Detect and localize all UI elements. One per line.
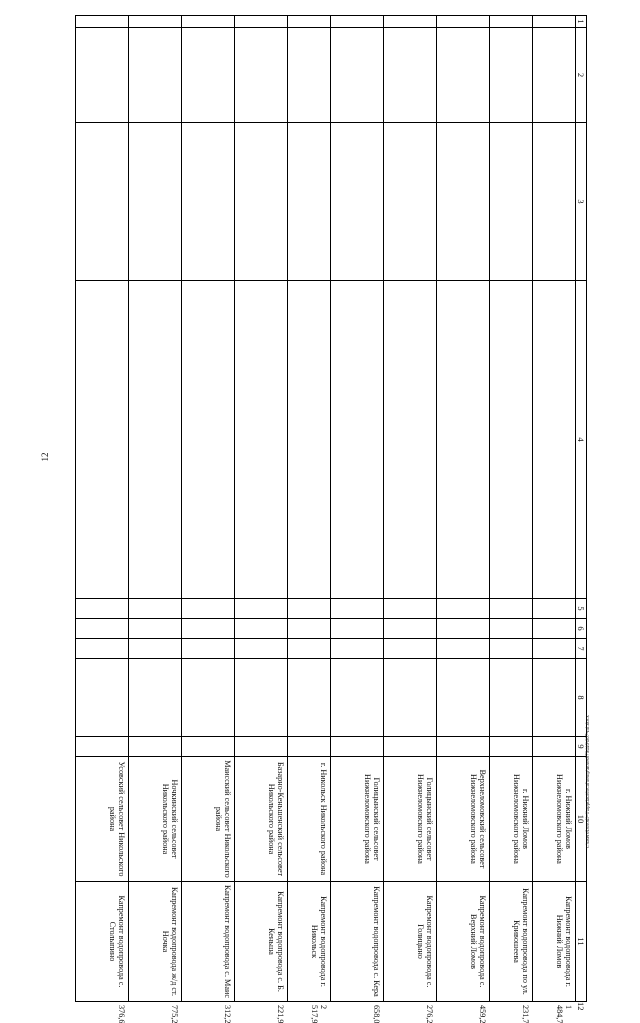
cell bbox=[129, 28, 182, 123]
municipality-cell: Верхнеломовский сельсовет Нижнеломовского района bbox=[437, 757, 490, 882]
cell bbox=[533, 599, 576, 619]
table-body bbox=[76, 16, 576, 1023]
cell bbox=[331, 281, 384, 599]
column-number: 8 bbox=[576, 659, 587, 737]
cell bbox=[182, 639, 235, 659]
cell bbox=[129, 281, 182, 599]
object-name-cell: Капремонт водопровода по ул. Кривошеева bbox=[490, 882, 533, 1002]
cell bbox=[490, 737, 533, 757]
municipality-cell: Маисский сельсовет Никольского района bbox=[182, 757, 235, 882]
cell bbox=[129, 639, 182, 659]
object-name-cell: Капремонт водопровода г. Нижний Ломов bbox=[533, 882, 576, 1002]
table-row: Ночкинский сельсовет Никольского района Капремонт водопровода ж/д ст. Ночка 775,2 bbox=[129, 16, 182, 1002]
cell bbox=[437, 123, 490, 281]
page-number: 12 bbox=[40, 452, 50, 462]
cell bbox=[331, 639, 384, 659]
cell bbox=[129, 123, 182, 281]
cell bbox=[288, 123, 331, 281]
municipality-cell: г. Нижний Ломов Нижнеломовского района bbox=[490, 757, 533, 882]
table-row: Усовский сельсовет Никольского района Капремонт водопровода с. Столыпино 376,6 bbox=[76, 16, 129, 1002]
table-row: Верхнеломовский сельсовет Нижнеломовского района Капремонт водопровода с. Верхний Ломов 459,2 bbox=[437, 16, 490, 1002]
cell bbox=[76, 123, 129, 281]
cell bbox=[331, 619, 384, 639]
cell bbox=[76, 737, 129, 757]
cell bbox=[76, 28, 129, 123]
cell bbox=[129, 619, 182, 639]
cell bbox=[533, 28, 576, 123]
cell bbox=[331, 28, 384, 123]
table-row: Голицынский сельсовет Нижнеломовского района Капремонт водопровода с. Голицыно 276,2 bbox=[384, 16, 437, 1002]
cell bbox=[490, 639, 533, 659]
object-name-cell: Капремонт водопровода с. Верхний Ломов bbox=[437, 882, 490, 1002]
cell bbox=[182, 599, 235, 619]
cell bbox=[331, 599, 384, 619]
cell bbox=[288, 16, 331, 28]
column-number: 2 bbox=[576, 28, 587, 123]
cell bbox=[235, 737, 288, 757]
cell bbox=[490, 123, 533, 281]
object-name-cell: Капремонт водопровода с. Столыпино bbox=[76, 882, 129, 1002]
municipality-cell: Голицынский сельсовет Нижнеломовского района bbox=[384, 757, 437, 882]
cell bbox=[533, 123, 576, 281]
municipality-cell: г. Никольск Никольского района bbox=[288, 757, 331, 882]
municipality-cell: Базарно-Кеньшенский сельсовет Никольского района bbox=[235, 757, 288, 882]
cell bbox=[288, 639, 331, 659]
cell bbox=[533, 281, 576, 599]
cell bbox=[490, 16, 533, 28]
table-row: г. Никольск Никольского района Капремонт водопровода г. Никольск 2 517,9 bbox=[288, 16, 331, 1002]
cell bbox=[384, 737, 437, 757]
cell bbox=[437, 28, 490, 123]
data-table bbox=[75, 15, 587, 1023]
column-number: 9 bbox=[576, 737, 587, 757]
cell bbox=[437, 659, 490, 737]
cell bbox=[182, 16, 235, 28]
cell bbox=[235, 619, 288, 639]
cell bbox=[76, 619, 129, 639]
cell bbox=[235, 16, 288, 28]
column-number: 1 bbox=[576, 16, 587, 28]
cell bbox=[129, 737, 182, 757]
cell bbox=[235, 659, 288, 737]
rotated-table-container bbox=[77, 15, 587, 1023]
cell bbox=[490, 281, 533, 599]
column-number: 7 bbox=[576, 639, 587, 659]
cell bbox=[288, 599, 331, 619]
cell bbox=[490, 28, 533, 123]
cell bbox=[288, 659, 331, 737]
cell bbox=[76, 639, 129, 659]
cell bbox=[384, 281, 437, 599]
cell bbox=[76, 599, 129, 619]
column-number: 10 bbox=[576, 757, 587, 882]
column-number-row: 1 2 3 4 5 6 7 8 9 10 11 12 bbox=[576, 16, 587, 1002]
object-name-cell: Капремонт водопровода г. Никольск bbox=[288, 882, 331, 1002]
table-row: Маисский сельсовет Никольского района Капремонт водопровода с. Маис 312,2 bbox=[182, 16, 235, 1002]
column-number: 6 bbox=[576, 619, 587, 639]
object-name-cell: Капремонт водопровода с. Голицыно bbox=[384, 882, 437, 1002]
cell bbox=[182, 737, 235, 757]
cell bbox=[533, 737, 576, 757]
object-name-cell: Капремонт водопровода с. Б. Кеньша bbox=[235, 882, 288, 1002]
cell bbox=[437, 737, 490, 757]
municipality-cell: Голицынский сельсовет Нижнеломовского района bbox=[331, 757, 384, 882]
cell bbox=[331, 123, 384, 281]
cell bbox=[129, 659, 182, 737]
cell bbox=[288, 737, 331, 757]
cell bbox=[384, 123, 437, 281]
cell bbox=[533, 659, 576, 737]
municipality-cell: г. Нижний Ломов Нижнеломовского района bbox=[533, 757, 576, 882]
object-name-cell: Капремонт водопровода с. Маис bbox=[182, 882, 235, 1002]
cell bbox=[384, 28, 437, 123]
cell bbox=[331, 737, 384, 757]
cell bbox=[437, 619, 490, 639]
cell bbox=[76, 16, 129, 28]
column-number: 4 bbox=[576, 281, 587, 599]
cell bbox=[129, 16, 182, 28]
cell bbox=[235, 28, 288, 123]
table-row: Базарно-Кеньшенский сельсовет Никольского района Капремонт водопровода с. Б. Кеньша 221,9 bbox=[235, 16, 288, 1002]
cell bbox=[437, 281, 490, 599]
cell bbox=[331, 659, 384, 737]
cell bbox=[490, 599, 533, 619]
column-number: 11 bbox=[576, 882, 587, 1002]
cell bbox=[437, 16, 490, 28]
cell bbox=[384, 639, 437, 659]
cell bbox=[331, 16, 384, 28]
cell bbox=[235, 599, 288, 619]
cell bbox=[235, 639, 288, 659]
table-row: Голицынский сельсовет Нижнеломовского района Капремонт водопровода с. Кера 658,0 bbox=[331, 16, 384, 1002]
cell bbox=[288, 281, 331, 599]
cell bbox=[182, 281, 235, 599]
cell bbox=[533, 639, 576, 659]
municipality-cell: Ночкинский сельсовет Никольского района bbox=[129, 757, 182, 882]
cell bbox=[182, 28, 235, 123]
cell bbox=[235, 281, 288, 599]
cell bbox=[76, 281, 129, 599]
cell bbox=[182, 619, 235, 639]
cell bbox=[129, 599, 182, 619]
cell bbox=[384, 659, 437, 737]
cell bbox=[288, 28, 331, 123]
column-number: 5 bbox=[576, 599, 587, 619]
cell bbox=[384, 619, 437, 639]
object-name-cell: Капремонт водопровода ж/д ст. Ночка bbox=[129, 882, 182, 1002]
cell bbox=[384, 599, 437, 619]
cell bbox=[533, 16, 576, 28]
column-number: 3 bbox=[576, 123, 587, 281]
cell bbox=[533, 619, 576, 639]
cell bbox=[76, 659, 129, 737]
footer-file-path: c:\users\borodi~1\appdata\local\temp\notes879440\607-ml.docx bbox=[585, 715, 591, 848]
cell bbox=[288, 619, 331, 639]
cell bbox=[490, 619, 533, 639]
table-row: г. Нижний Ломов Нижнеломовского района Капремонт водопровода по ул. Кривошеева 231,7 bbox=[490, 16, 533, 1002]
cell bbox=[235, 123, 288, 281]
table-row: г. Нижний Ломов Нижнеломовского района Капремонт водопровода г. Нижний Ломов 1 484,7 bbox=[533, 16, 576, 1002]
cell bbox=[182, 659, 235, 737]
cell bbox=[437, 599, 490, 619]
cell bbox=[384, 16, 437, 28]
object-name-cell: Капремонт водопровода с. Кера bbox=[331, 882, 384, 1002]
cell bbox=[437, 639, 490, 659]
cell bbox=[182, 123, 235, 281]
cell bbox=[490, 659, 533, 737]
municipality-cell: Усовский сельсовет Никольского района bbox=[76, 757, 129, 882]
